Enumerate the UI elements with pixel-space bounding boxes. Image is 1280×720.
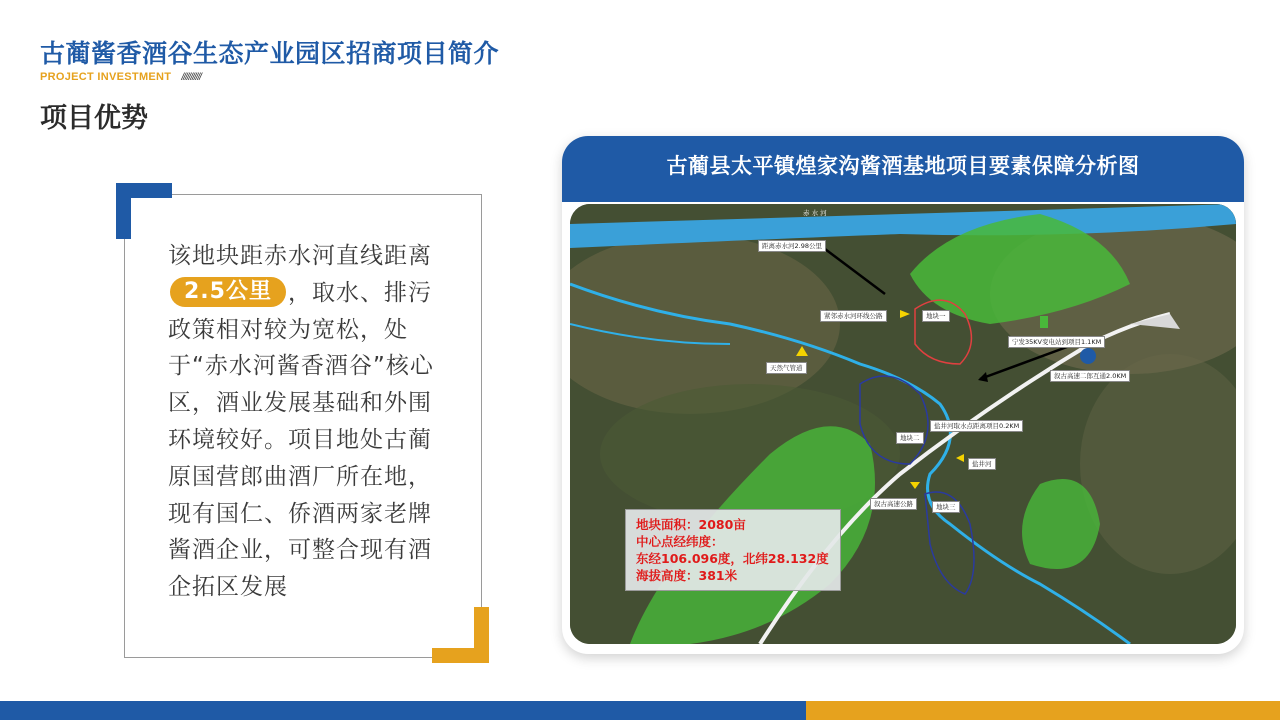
label-plot-one: 地块一 xyxy=(922,310,950,322)
page-title: 古蔺酱香酒谷生态产业园区招商项目简介 xyxy=(40,39,500,68)
river-label: 赤 水 河 xyxy=(803,209,827,217)
label-water-intake: 盐井河取水点距离项目0.2KM xyxy=(930,420,1023,432)
substation-icon xyxy=(1040,316,1048,328)
map-title: 古蔺县太平镇煌家沟酱酒基地项目要素保障分析图 xyxy=(666,154,1140,178)
label-yanjing-river: 盐井河 xyxy=(968,458,996,470)
text-after: ，取水、排污政策相对较为宽松，处于“赤水河酱香酒谷”核心区，酒业发展基础和外围环境较好。项目地处古蔺原国营郎曲酒厂所在地，现有国仁、侨酒两家老牌酱酒企业，可整合现有酒企拓区发展 xyxy=(168,279,434,601)
label-distance-river: 距离赤水河2.98公里 xyxy=(758,240,826,252)
info-center-label: 中心点经纬度： xyxy=(636,534,724,549)
section-title: 项目优势 xyxy=(40,103,148,134)
footer-bar-gold xyxy=(806,701,1280,720)
footer-bar-blue xyxy=(0,701,806,720)
advantage-text xyxy=(168,238,444,606)
subtitle: PROJECT INVESTMENT xyxy=(40,71,172,83)
label-ring-road: 紧邻赤水河环线公路 xyxy=(820,310,887,322)
info-area: 地块面积：2080亩 xyxy=(636,517,746,532)
label-substation: 宁发35KV变电站到项目1.1KM xyxy=(1008,336,1105,348)
subtitle-row xyxy=(40,71,201,83)
label-expressway: 叙古高速公路 xyxy=(870,498,917,510)
corner-bracket-bottom-right xyxy=(432,607,489,663)
label-plot-three: 地块三 xyxy=(932,501,960,513)
label-gas-pipeline: 天然气管道 xyxy=(766,362,807,374)
satellite-map xyxy=(570,204,1236,644)
label-highway-interchange: 叙古高速二郎互通2.0KM xyxy=(1050,370,1130,382)
map-card xyxy=(562,136,1244,654)
label-plot-two: 地块二 xyxy=(896,432,924,444)
info-coordinates: 东经106.096度，北纬28.132度 xyxy=(636,551,829,566)
decorative-slashes: /////////// xyxy=(181,71,201,83)
map-header xyxy=(562,136,1244,202)
info-altitude: 海拔高度：381米 xyxy=(636,568,738,583)
distance-highlight-badge: 2.5公里 xyxy=(170,277,286,307)
info-box xyxy=(625,509,841,591)
text-before: 该地块距赤水河直线距离 xyxy=(168,243,432,269)
interchange-icon xyxy=(1080,348,1096,364)
corner-bracket-top-left xyxy=(116,183,172,239)
